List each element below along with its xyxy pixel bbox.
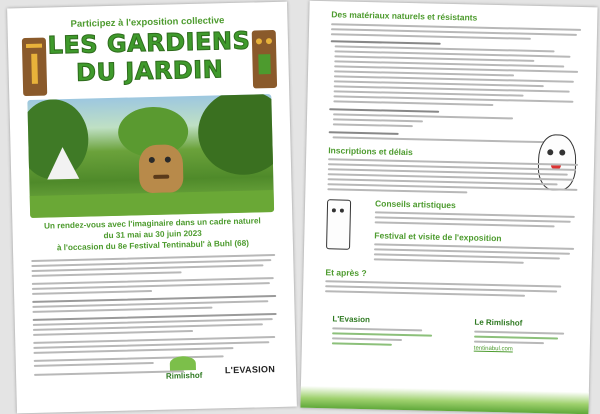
evasion-logo xyxy=(218,358,283,384)
contact-rimlishof-site[interactable]: tentinabul.com xyxy=(473,345,513,353)
flyer-right xyxy=(300,1,597,414)
title-line-1: LES GARDIENS xyxy=(47,26,251,60)
evasion-logo-text: L'EVASION xyxy=(224,364,276,376)
heading-materials: Des matériaux naturels et résistants xyxy=(331,9,478,23)
subtitle-1: Un rendez-vous avec l'imaginaire dans un cadre naturel xyxy=(43,216,261,231)
totem-right-icon xyxy=(252,30,277,89)
heading-festival: Festival et visite de l'exposition xyxy=(374,230,502,244)
rimlishof-logo xyxy=(156,356,213,387)
totem-left-icon xyxy=(22,38,47,97)
heading-after: Et après ? xyxy=(325,267,367,279)
kicker: Participez à l'exposition collective xyxy=(70,15,225,30)
rimlishof-logo-text: Rimlishof xyxy=(165,370,203,381)
contact-rimlishof-name: Le Rimlishof xyxy=(474,317,523,328)
subtitle-3: à l'occasion du 8e Festival Tentinabul' à Buhl (68) xyxy=(56,238,250,253)
grass-decoration xyxy=(300,386,588,414)
garden-photo xyxy=(27,94,274,218)
heading-registration: Inscriptions et délais xyxy=(328,145,413,158)
subtitle-2: du 31 mai au 30 juin 2023 xyxy=(103,228,202,241)
title-line-2: DU JARDIN xyxy=(75,55,224,87)
contact-evasion-name: L'Evasion xyxy=(332,314,371,325)
heading-advice: Conseils artistiques xyxy=(374,198,456,211)
flyer-left xyxy=(7,2,297,414)
doodle-totem-icon xyxy=(326,199,351,250)
